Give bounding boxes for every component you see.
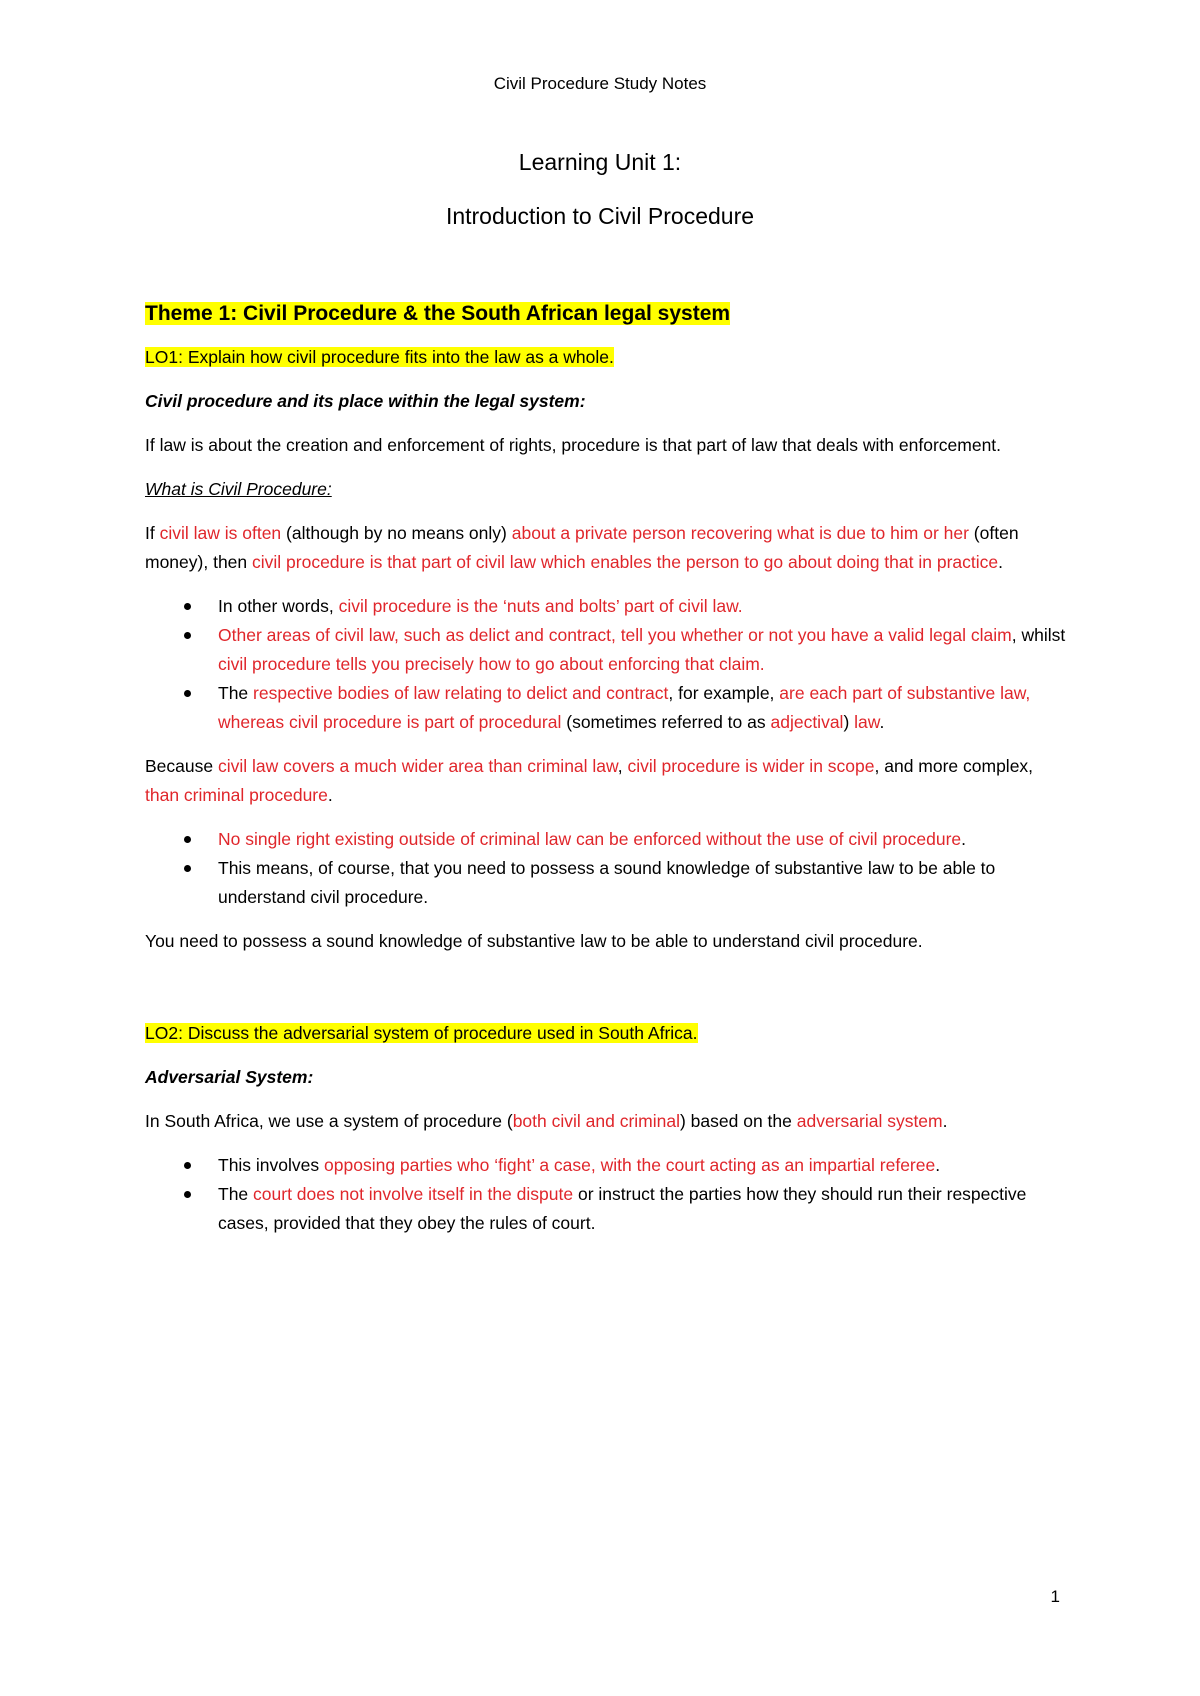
text-run: court does not involve itself in the dispute [253,1184,574,1204]
text-run: civil law is often [159,523,282,543]
lo1-text: Explain how civil procedure fits into the law as a whole. [182,347,614,367]
text-run: civil procedure is that part of civil law which enables the person to go about doing that in practice [252,552,999,572]
text-run: ) based on the [679,1111,797,1131]
text-run: In South Africa, we use a system of procedure ( [145,1111,513,1131]
text-run: . [961,829,967,849]
because-paragraph [145,752,1070,810]
text-run: adversarial system [796,1111,943,1131]
lo1-label: LO1: [145,347,183,367]
title-block [0,146,1200,254]
text-run: . [942,1111,948,1131]
summary-paragraph: You need to possess a sound knowledge of substantive law to be able to understand civil procedure. [145,931,923,951]
text-run: civil procedure tells you precisely how to go about enforcing that claim. [218,654,765,674]
lo1-highlight [145,347,614,367]
list-item [218,679,1070,737]
what-is-heading: What is Civil Procedure: [145,479,332,499]
text-run: If [145,523,160,543]
text-run: adjectival [770,712,844,732]
text-run: The [218,683,254,703]
text-run: than criminal procedure [145,785,328,805]
text-run: This involves [218,1155,325,1175]
bullet-list-3 [145,1151,1070,1238]
theme-heading-text: Theme 1: Civil Procedure & the South African legal system [145,302,731,325]
section-spacer [145,971,1070,1019]
text-run: respective bodies of law relating to delict and contract [253,683,669,703]
text-run: (although by no means only) [281,523,512,543]
text-run: , [617,756,628,776]
lo1-intro: If law is about the creation and enforcement of rights, procedure is that part of law that deals with enforcement. [145,435,1002,455]
lo2-label: LO2: [145,1023,183,1043]
theme-heading [145,298,1070,330]
text-run: opposing parties who ‘fight’ a case, with the court acting as an impartial referee [324,1155,936,1175]
list-item [218,1180,1070,1238]
text-run: . [879,712,885,732]
text-run: both civil and criminal [512,1111,680,1131]
text-run: (sometimes referred to as [561,712,771,732]
lo2-text: Discuss the adversarial system of procedure used in South Africa. [182,1023,698,1043]
lo1-subheading: Civil procedure and its place within the legal system: [145,391,586,411]
text-run: ) [843,712,855,732]
page-number: 1 [1050,1587,1060,1606]
lo2-subheading: Adversarial System: [145,1067,314,1087]
text-run: , whilst [1011,625,1066,645]
bullet-list-2 [145,825,1070,912]
lo2-heading [145,1019,1070,1048]
text-run: civil law covers a much wider area than criminal law [217,756,618,776]
text-run: In other words, [218,596,339,616]
list-item [218,592,1070,621]
text-run: about a private person recovering what is due to him or her [511,523,969,543]
text-run: or instruct the parties how they should run their respective cases, provided that they obey the rules of court. [218,1184,1027,1233]
text-run: The [218,1184,254,1204]
text-run: . [327,785,333,805]
learning-unit-subtitle: Introduction to Civil Procedure [445,203,755,229]
page-header: Civil Procedure Study Notes [493,74,707,93]
text-run: Because [145,756,218,776]
text-run: civil procedure is wider in scope [627,756,875,776]
text-run: civil procedure is the ‘nuts and bolts’ part of civil law. [338,596,743,616]
lo2-intro [145,1107,1070,1136]
definition-paragraph [145,519,1070,577]
text-run: , for example, [668,683,780,703]
text-run: , and more complex, [874,756,1034,776]
text-run: are each part of substantive law, whereas civil procedure is part of procedural [218,683,1031,732]
text-run: law [854,712,880,732]
lo2-highlight [145,1023,698,1043]
list-item [218,1151,1070,1180]
list-item [218,825,1070,854]
text-run: No single right existing outside of criminal law can be enforced without the use of civil procedure [218,829,962,849]
document-body [145,298,1070,1253]
bullet-list-1 [145,592,1070,737]
text-run: . [998,552,1003,572]
learning-unit-title: Learning Unit 1: [518,149,682,175]
list-item: This means, of course, that you need to possess a sound knowledge of substantive law to be able to understand civil procedure. [218,854,1070,912]
text-run: (often money), then [145,523,1019,572]
lo1-heading [145,343,1070,372]
list-item [218,621,1070,679]
text-run: Other areas of civil law, such as delict and contract, tell you whether or not you have a valid legal claim [218,625,1012,645]
text-run: . [935,1155,941,1175]
